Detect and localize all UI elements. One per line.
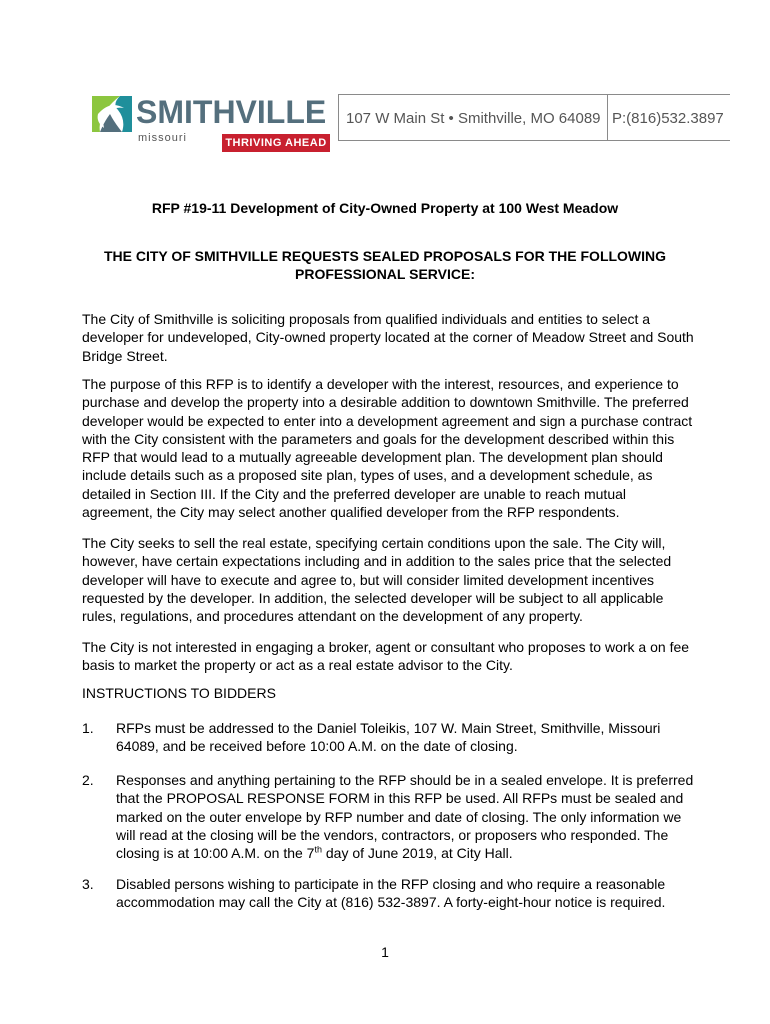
brand-state: missouri: [138, 132, 187, 144]
paragraph: The City seeks to sell the real estate, specifying certain conditions upon the sale. The City will, however, have certain expectations including and in addition to the sales price that the selected developer will have to execute and agree to, but will consider limited development incentives requested by the developer. In addition, the selected developer will be subject to all applicable rules, regulations, and procedures attendant on the development of any property.: [82, 535, 672, 625]
document-heading: THE CITY OF SMITHVILLE REQUESTS SEALED PROPOSALS FOR THE FOLLOWING PROFESSIONAL SERVICE:: [103, 248, 667, 282]
list-item-text-part: Responses and anything pertaining to the RFP should be in a sealed envelope. It is preferred that the PROPOSAL RESPONSE FORM in this RFP be used. All RFPs must be sealed and marked on the outer envelope by RFP number and date of closing. The only information we will read at the closing will be the vendors, contractors, or proposers who responded. The closing is at 10:00 A.M. on the 7: [116, 772, 694, 862]
paragraph: The City is not interested in engaging a broker, agent or consultant who proposes to work a on fee basis to market the property or act as a real estate advisor to the City.: [82, 639, 690, 674]
brand-tagline: THRIVING AHEAD: [222, 134, 330, 152]
document-title: RFP #19-11 Development of City-Owned Property at 100 West Meadow: [151, 200, 619, 216]
paragraph: The City of Smithville is soliciting proposals from qualified individuals and entities to select a developer for undeveloped, City-owned property located at the corner of Meadow Street and South Bridge Street.: [82, 311, 694, 364]
letterhead-rule-top: [338, 94, 730, 95]
list-item-text: Disabled persons wishing to participate in the RFP closing and who require a reasonable accommodation may call the City at (816) 532-3897. A forty-eight-hour notice is required.: [116, 876, 666, 911]
letterhead-divider: [607, 94, 608, 140]
list-item-number: 3.: [82, 876, 94, 892]
smithville-logo-mark-icon: [90, 92, 134, 148]
letterhead-divider: [338, 94, 339, 140]
list-item-text: [116, 771, 694, 862]
letterhead: [90, 92, 730, 158]
list-item-number: 1.: [82, 720, 94, 736]
instructions-heading: INSTRUCTIONS TO BIDDERS: [82, 685, 276, 701]
list-item-text: RFPs must be addressed to the Daniel Toleikis, 107 W. Main Street, Smithville, Missouri 64089, and be received before 10:00 A.M. on the date of closing.: [116, 720, 661, 755]
ordinal-suffix: th: [314, 844, 322, 855]
list-item-number: 2.: [82, 772, 94, 788]
letterhead-address: 107 W Main St • Smithville, MO 64089: [346, 110, 601, 127]
paragraph: The purpose of this RFP is to identify a developer with the interest, resources, and experience to purchase and develop the property into a desirable addition to downtown Smithville. The preferred developer would be expected to enter into a development agreement and sign a purchase contract with the City consistent with the parameters and goals for the development described within this RFP that would lead to a mutually agreeable development plan. The development plan should include details such as a proposed site plan, types of uses, and a development schedule, as detailed in Section III. If the City and the preferred developer are unable to reach mutual agreement, the City may select another qualified developer from the RFP respondents.: [82, 376, 693, 521]
list-item-text-part: day of June 2019, at City Hall.: [321, 845, 513, 862]
letterhead-rule-bottom: [338, 140, 730, 141]
brand-name: SMITHVILLE: [136, 94, 327, 130]
page-number: 1: [381, 944, 389, 960]
letterhead-phone: P:(816)532.3897: [612, 110, 724, 127]
